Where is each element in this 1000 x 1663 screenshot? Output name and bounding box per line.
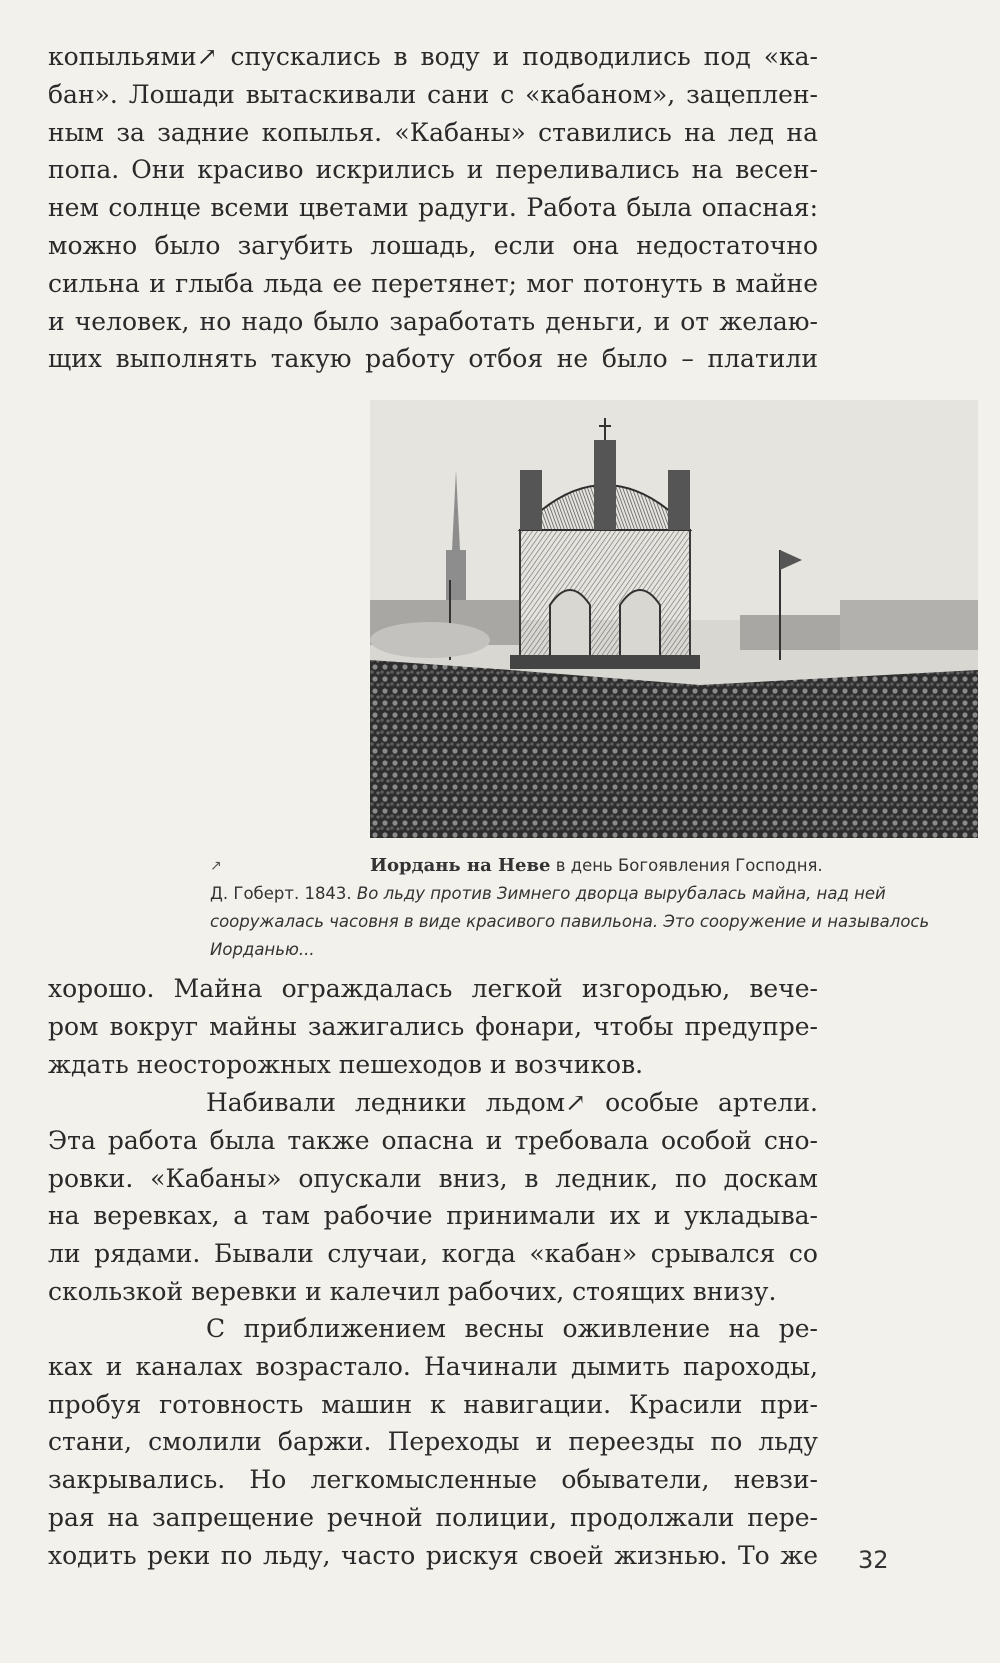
text-line: Эта работа была также опасна и требовала особой сно- — [48, 1125, 818, 1155]
text-line: попа. Они красиво искрились и переливались на весен- — [48, 155, 818, 185]
text-line: ным за задние копылья. «Кабаны» ставились на лед на — [48, 117, 818, 147]
text-line: ждать неосторожных пешеходов и возчиков. — [48, 1049, 644, 1079]
page-number: 32 — [858, 1546, 889, 1574]
text-line: сильна и глыба льда ее перетянет; мог потонуть в майне — [48, 268, 818, 298]
text-line: рая на запрещение речной полиции, продолжали пере- — [48, 1502, 818, 1532]
text-line: ровки. «Кабаны» опускали вниз, в ледник, по доскам — [48, 1163, 818, 1193]
text-line: стани, смолили баржи. Переходы и переезды по льду — [48, 1427, 818, 1457]
text-line: ках и каналах возрастало. Начинали дымить пароходы, — [48, 1351, 818, 1381]
text-line: ходить реки по льду, часто рискуя своей жизнью. То же — [48, 1540, 818, 1570]
text-line: щих выполнять такую работу отбоя не было – платили — [48, 344, 818, 374]
text-line: можно было загубить лошадь, если она недостаточно — [48, 230, 818, 260]
text-line: закрывались. Но легкомысленные обыватели, невзи- — [48, 1465, 818, 1495]
body-paragraph-4 — [48, 1310, 818, 1575]
body-paragraph-2 — [48, 970, 818, 1083]
text-line: ром вокруг майны зажигались фонари, чтобы предупре- — [48, 1011, 818, 1041]
body-paragraph-1 — [48, 38, 818, 378]
text-line: С приближением весны оживление на ре- — [206, 1314, 818, 1343]
caption-subtitle: в день Богоявления Господня. — [550, 856, 823, 875]
text-line: скользкой веревки и калечил рабочих, стоящих внизу. — [48, 1276, 777, 1306]
text-line: бан». Лошади вытаскивали сани с «кабаном», зацеплен- — [48, 79, 818, 109]
text-line: ли рядами. Бывали случаи, когда «кабан» срывался со — [48, 1239, 818, 1269]
text-line: хорошо. Майна ограждалась легкой изгородью, вече- — [48, 974, 818, 1003]
text-line: копыльями↗ спускались в воду и подводились под «ка- — [48, 42, 818, 71]
engraving-illustration — [370, 400, 978, 838]
caption-author-year: Д. Гоберт. 1843. — [210, 884, 357, 903]
link-arrow-icon: ↗ — [210, 858, 222, 874]
text-line: Набивали ледники льдом↗ особые артели. — [206, 1088, 818, 1117]
figure-caption — [210, 852, 955, 964]
text-line: и человек, но надо было заработать деньги, и от желаю- — [48, 306, 818, 336]
caption-description: Во льду против Зимнего дворца вырубалась майна, над ней сооружалась часовня в виде красивого павильона. Это сооружение и называлось Иорданью... — [210, 884, 930, 959]
text-line: на веревках, а там рабочие принимали их и укладыва- — [48, 1201, 818, 1231]
text-line: нем солнце всеми цветами радуги. Работа была опасная: — [48, 193, 818, 223]
caption-title: Иордань на Неве — [370, 855, 551, 876]
body-paragraph-3 — [48, 1084, 818, 1311]
text-line: пробуя готовность машин к навигации. Красили при- — [48, 1389, 818, 1419]
